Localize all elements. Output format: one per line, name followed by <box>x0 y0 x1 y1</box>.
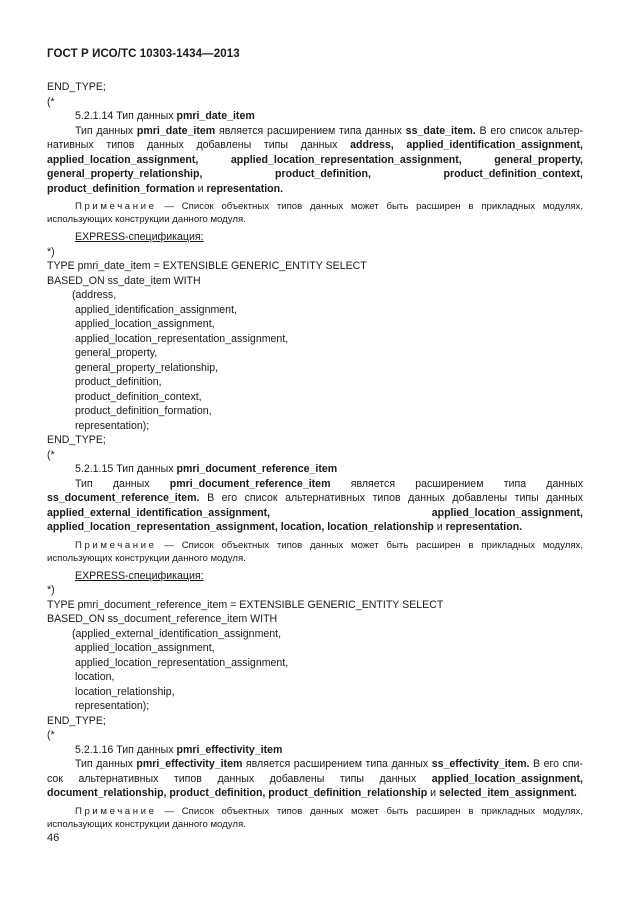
code-item: product_definition, <box>75 376 162 388</box>
section-heading <box>47 109 583 124</box>
para-bold: ss_document_reference_item. <box>47 492 200 504</box>
note-text: — Список объектных типов данных может быть расширен в прикладных модулях, использующих конструкции данного модуля. <box>47 539 583 564</box>
section-heading <box>47 743 583 758</box>
comment-open: (* <box>47 448 55 461</box>
heading-type-name: pmri_effectivity_item <box>176 743 283 756</box>
page-number: 46 <box>47 832 60 844</box>
note <box>47 805 583 831</box>
code-item: applied_identification_assignment, <box>75 303 237 316</box>
code-item: product_definition_formation, <box>75 405 212 417</box>
para-bold: pmri_date_item <box>136 124 216 137</box>
end-type-line: END_TYPE; <box>47 81 106 93</box>
heading-type-name: pmri_document_reference_item <box>176 463 338 475</box>
code-item: applied_location_representation_assignment, <box>75 656 289 669</box>
page-content <box>47 80 583 835</box>
para-text: является расширением типа данных <box>242 758 432 770</box>
code-item: representation); <box>75 700 150 712</box>
section-paragraph <box>47 477 583 535</box>
end-type-line: END_TYPE; <box>47 434 106 446</box>
comment-close: *) <box>47 584 55 596</box>
document-header: ГОСТ Р ИСО/ТС 10303-1434—2013 <box>47 48 240 60</box>
end-type-line: END_TYPE; <box>47 714 106 727</box>
heading-number: 5.2.1.14 Тип данных <box>75 110 177 122</box>
code-item: product_definition_context, <box>75 390 202 403</box>
para-bold: ss_date_item. <box>405 124 476 137</box>
section-paragraph <box>47 757 583 801</box>
code-based-on-line: BASED_ON ss_document_reference_item WITH <box>47 613 278 625</box>
para-bold: selected_item_assignment. <box>439 787 577 799</box>
note-text: — Список объектных типов данных может быть расширен в прикладных модулях, использующих конструкции данного модуля. <box>47 805 583 830</box>
code-item: (address, <box>72 289 117 301</box>
code-item: applied_location_assignment, <box>75 318 215 330</box>
code-item: (applied_external_identification_assignment, <box>72 627 282 640</box>
note-text: — Список объектных типов данных может быть расширен в прикладных модулях, использующих конструкции данного модуля. <box>47 201 583 225</box>
heading-number: 5.2.1.16 Тип данных <box>75 743 177 756</box>
code-item: location, <box>75 671 115 683</box>
code-item: location_relationship, <box>75 685 175 698</box>
para-bold: address, applied_identification_assignment, applied_location_assignment, applied_location_representation_assignment, general_property, general_property_relationship, product_definition, product_definition_context, product_definition_formation <box>47 139 583 195</box>
heading-type-name: pmri_date_item <box>176 110 255 122</box>
para-bold: applied_location_assignment, document_relationship, product_definition, product_definition_relationship <box>47 772 583 799</box>
para-text: и <box>433 521 446 533</box>
code-type-line: TYPE pmri_document_reference_item = EXTENSIBLE GENERIC_ENTITY SELECT <box>47 598 444 611</box>
code-based-on-line: BASED_ON ss_date_item WITH <box>47 274 201 287</box>
note-label: Примечание <box>75 201 157 212</box>
comment-close: *) <box>47 245 55 258</box>
section-heading <box>47 462 583 477</box>
note-label: Примечание <box>75 805 157 817</box>
express-spec-label: EXPRESS-спецификация: <box>75 231 204 243</box>
code-item: representation); <box>75 419 150 432</box>
para-text: В его список альтернативных типов данных добавлены типы данных <box>199 492 583 504</box>
code-item: general_property_relationship, <box>75 361 219 374</box>
section-paragraph <box>47 124 583 197</box>
para-bold: representation. <box>206 182 284 195</box>
para-text: В его спи-сок альтернативных типов данных добавлены типы данных <box>47 758 584 785</box>
note <box>47 200 583 226</box>
express-spec-label: EXPRESS-спецификация: <box>75 569 204 582</box>
code-item: applied_location_assignment, <box>75 642 215 654</box>
para-text: является расширением типа данных <box>330 477 583 490</box>
para-bold: representation. <box>445 521 523 533</box>
comment-open: (* <box>47 95 55 108</box>
para-text: Тип данных <box>75 477 170 490</box>
para-text: является расширением типа данных <box>215 124 406 137</box>
para-bold: ss_effectivity_item. <box>431 758 530 770</box>
para-text: Тип данных <box>75 124 137 137</box>
note <box>47 539 583 565</box>
para-text: В его список альтер-нативных типов данных добавлены типы данных <box>47 124 583 151</box>
para-bold: pmri_effectivity_item <box>136 758 243 770</box>
note-label: Примечание <box>75 539 157 551</box>
para-text: и <box>427 787 440 799</box>
code-item: general_property, <box>75 347 158 359</box>
para-bold: pmri_document_reference_item <box>169 477 331 490</box>
code-item: applied_location_representation_assignment, <box>75 332 289 345</box>
para-bold: applied_external_identification_assignment, applied_location_assignment, applied_location_representation_assignment, location, location_relationship <box>47 506 583 533</box>
comment-open: (* <box>47 729 55 741</box>
para-text: Тип данных <box>75 758 137 770</box>
heading-number: 5.2.1.15 Тип данных <box>75 463 177 475</box>
para-text: и <box>194 182 207 195</box>
code-type-line: TYPE pmri_date_item = EXTENSIBLE GENERIC_ENTITY SELECT <box>47 260 367 272</box>
